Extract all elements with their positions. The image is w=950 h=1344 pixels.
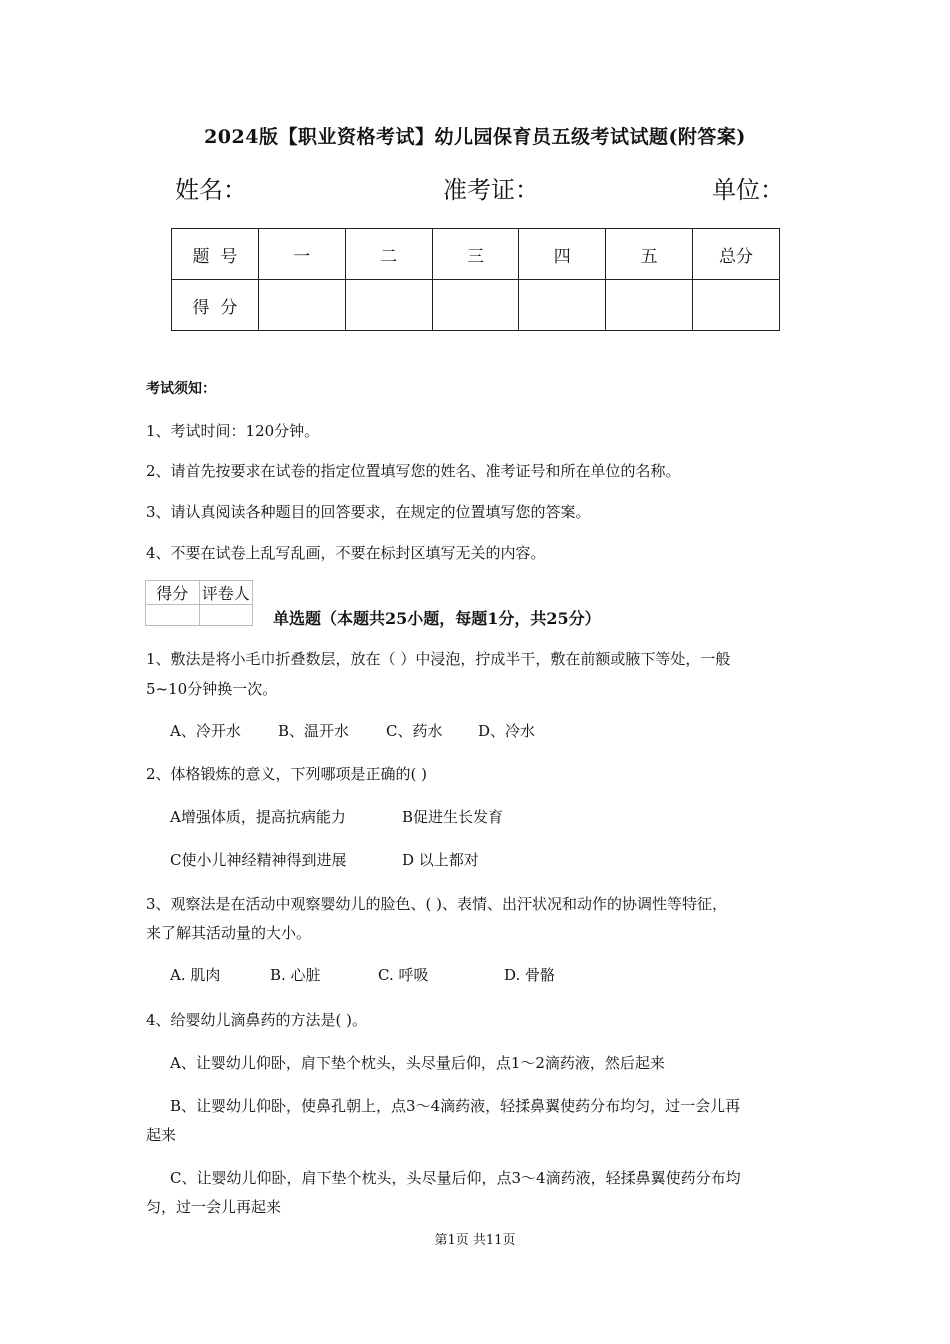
question-3-options xyxy=(170,964,555,985)
option-c[interactable]: C使小儿神经精神得到进展 xyxy=(170,851,347,869)
score-table xyxy=(171,228,780,331)
option-c[interactable]: C、药水 xyxy=(386,722,443,740)
exam-id-label: 准考证： xyxy=(443,176,539,204)
score-cell-total[interactable] xyxy=(693,280,780,331)
page-footer: 第1页 共11页 xyxy=(434,1233,516,1248)
column-total: 总分 xyxy=(693,229,780,280)
option-a[interactable]: A、让婴幼儿仰卧，肩下垫个枕头，头尽量后仰，点1～2滴药液，然后起来 xyxy=(170,1054,665,1072)
question-3-stem-cont: 来了解其活动量的大小。 xyxy=(146,924,312,942)
notice-item: 3、请认真阅读各种题目的回答要求，在规定的位置填写您的答案。 xyxy=(146,503,591,521)
grader-box xyxy=(145,580,253,626)
question-3-stem: 3、观察法是在活动中观察婴幼儿的脸色、( )、表情、出汗状况和动作的协调性等特征， xyxy=(146,895,728,913)
question-2-stem: 2、体格锻炼的意义，下列哪项是正确的( ) xyxy=(146,765,428,783)
score-table-header-row xyxy=(172,229,780,280)
option-c-cont[interactable]: 匀，过一会儿再起来 xyxy=(146,1198,282,1216)
score-cell-4[interactable] xyxy=(519,280,606,331)
option-d[interactable]: D. 骨骼 xyxy=(504,966,556,984)
question-1-stem-cont: 5~10分钟换一次。 xyxy=(146,680,278,698)
option-c[interactable]: C、让婴幼儿仰卧，肩下垫个枕头，头尽量后仰，点3～4滴药液，轻揉鼻翼使药分布均 xyxy=(170,1169,741,1187)
score-cell-3[interactable] xyxy=(432,280,519,331)
score-cell-1[interactable] xyxy=(258,280,345,331)
question-2-options-row2 xyxy=(170,849,479,870)
option-a[interactable]: A增强体质，提高抗病能力 xyxy=(170,808,346,826)
name-label: 姓名： xyxy=(175,176,247,204)
notice-heading: 考试须知： xyxy=(146,381,216,397)
score-cell-2[interactable] xyxy=(345,280,432,331)
grader-score-label: 得分 xyxy=(146,581,200,605)
question-1-options xyxy=(170,720,535,741)
unit-label: 单位： xyxy=(712,176,784,204)
column-4: 四 xyxy=(519,229,606,280)
option-b[interactable]: B促进生长发育 xyxy=(402,808,504,826)
question-4-stem: 4、给婴幼儿滴鼻药的方法是( )。 xyxy=(146,1011,368,1029)
notice-item: 2、请首先按要求在试卷的指定位置填写您的姓名、准考证号和所在单位的名称。 xyxy=(146,462,681,480)
column-1: 一 xyxy=(258,229,345,280)
option-b-cont[interactable]: 起来 xyxy=(146,1126,177,1144)
option-c[interactable]: C. 呼吸 xyxy=(378,966,429,984)
option-b[interactable]: B、温开水 xyxy=(278,722,350,740)
option-a[interactable]: A. 肌肉 xyxy=(170,966,221,984)
grader-score-cell[interactable] xyxy=(146,605,200,626)
option-d[interactable]: D、冷水 xyxy=(478,722,536,740)
score-cell-5[interactable] xyxy=(606,280,693,331)
score-table-score-row xyxy=(172,280,780,331)
column-2: 二 xyxy=(345,229,432,280)
page-title: 2024版【职业资格考试】幼儿园保育员五级考试试题(附答案) xyxy=(204,126,746,148)
option-b[interactable]: B、让婴幼儿仰卧，使鼻孔朝上，点3～4滴药液，轻揉鼻翼使药分布均匀，过一会儿再 xyxy=(170,1097,741,1115)
question-number-label: 题 号 xyxy=(172,229,259,280)
question-1-stem: 1、敷法是将小毛巾折叠数层，放在（ ）中浸泡，拧成半干，敷在前额或腋下等处，一般 xyxy=(146,650,731,668)
option-d[interactable]: D 以上都对 xyxy=(402,851,479,869)
notice-item: 4、不要在试卷上乱写乱画，不要在标封区填写无关的内容。 xyxy=(146,544,546,562)
column-3: 三 xyxy=(432,229,519,280)
question-2-options-row1 xyxy=(170,806,503,827)
section-title: 单选题（本题共25小题，每题1分，共25分） xyxy=(273,609,601,628)
grader-name-cell[interactable] xyxy=(199,605,253,626)
option-b[interactable]: B. 心脏 xyxy=(270,966,321,984)
grader-name-label: 评卷人 xyxy=(199,581,253,605)
column-5: 五 xyxy=(606,229,693,280)
notice-item: 1、考试时间：120分钟。 xyxy=(146,422,320,440)
option-a[interactable]: A、冷开水 xyxy=(170,722,241,740)
score-label: 得 分 xyxy=(172,280,259,331)
